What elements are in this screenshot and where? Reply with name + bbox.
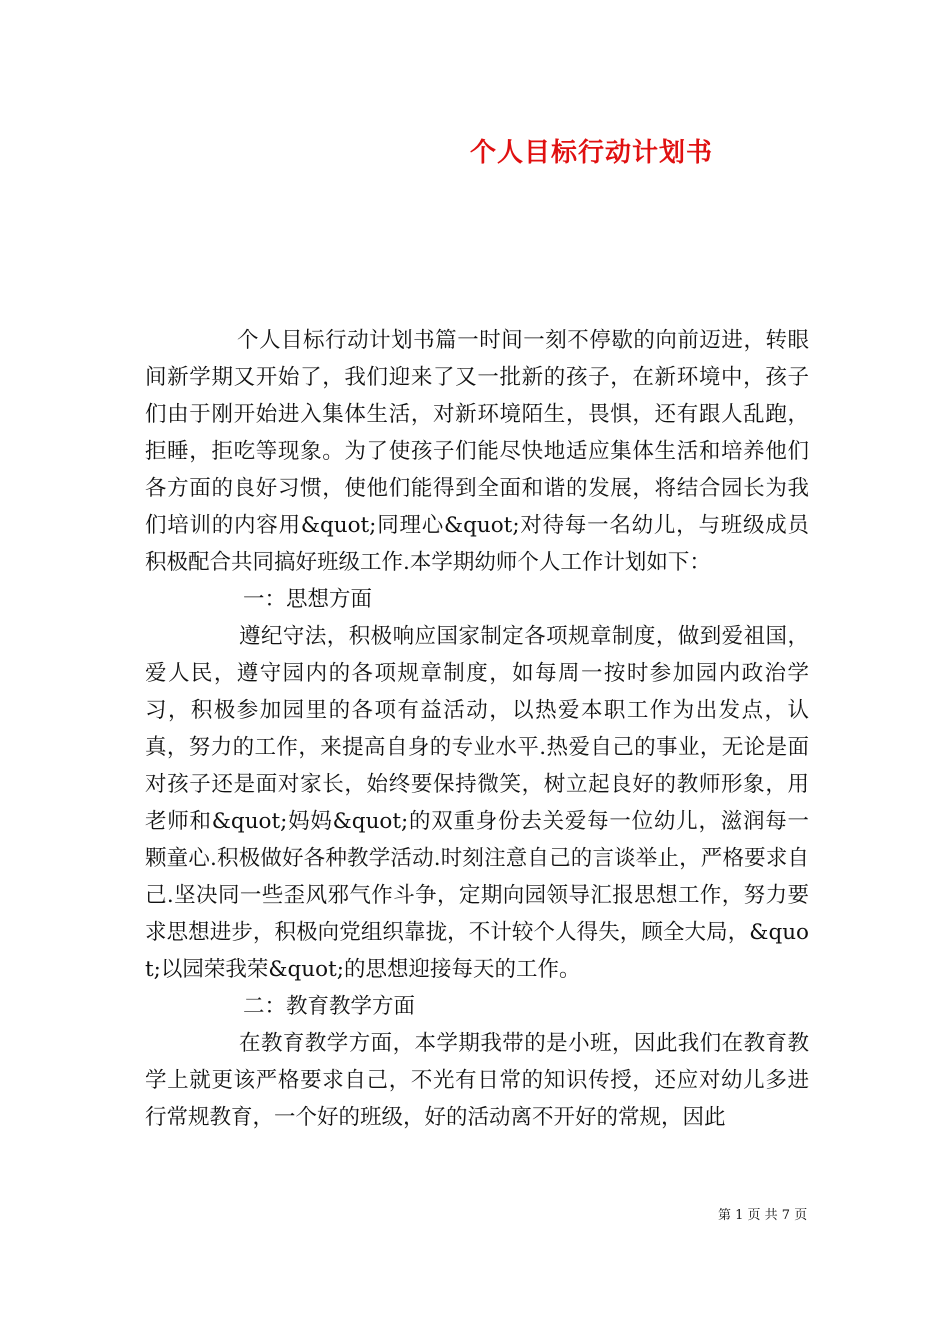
page-number: 第 1 页 共 7 页 <box>718 1208 808 1223</box>
section-paragraph-teaching: 在教育教学方面，本学期我带的是小班，因此我们在教育教学上就更该严格要求自己，不光有日常的知识传授，还应对幼儿多进行常规教育，一个好的班级，好的活动离不开好的常规，因此 <box>145 1031 809 1130</box>
section-heading-thought: 一：思想方面 <box>243 587 373 612</box>
document-title: 个人目标行动计划书 <box>470 138 714 168</box>
section-heading-teaching: 二：教育教学方面 <box>243 994 416 1019</box>
section-paragraph-thought: 遵纪守法，积极响应国家制定各项规章制度，做到爱祖国，爱人民，遵守园内的各项规章制度，如每周一按时参加园内政治学习，积极参加园里的各项有益活动，以热爱本职工作为出发点，认真，努力的工作，来提高自身的专业水平.热爱自己的事业，无论是面对孩子还是面对家长，始终要保持微笑，树立起良好的教师形象，用老师和&quot;妈妈&quot;的双重身份去关爱每一位幼儿，滋润每一颗童心.积极做好各种教学活动.时刻注意自己的言谈举止，严格要求自己.坚决同一些歪风邪气作斗争，定期向园领导汇报思想工作，努力要求思想进步，积极向党组织靠拢，不计较个人得失，顾全大局，&quot;以园荣我荣&quot;的思想迎接每天的工作。 <box>145 624 809 982</box>
document-body <box>145 322 809 1136</box>
intro-paragraph: 个人目标行动计划书篇一时间一刻不停歇的向前迈进，转眼间新学期又开始了，我们迎来了又一批新的孩子，在新环境中，孩子们由于刚开始进入集体生活，对新环境陌生，畏惧，还有跟人乱跑，拒睡，拒吃等现象。为了使孩子们能尽快地适应集体生活和培养他们各方面的良好习惯，使他们能得到全面和谐的发展，将结合园长为我们培训的内容用&quot;同理心&quot;对待每一名幼儿，与班级成员积极配合共同搞好班级工作.本学期幼师个人工作计划如下： <box>145 328 809 575</box>
